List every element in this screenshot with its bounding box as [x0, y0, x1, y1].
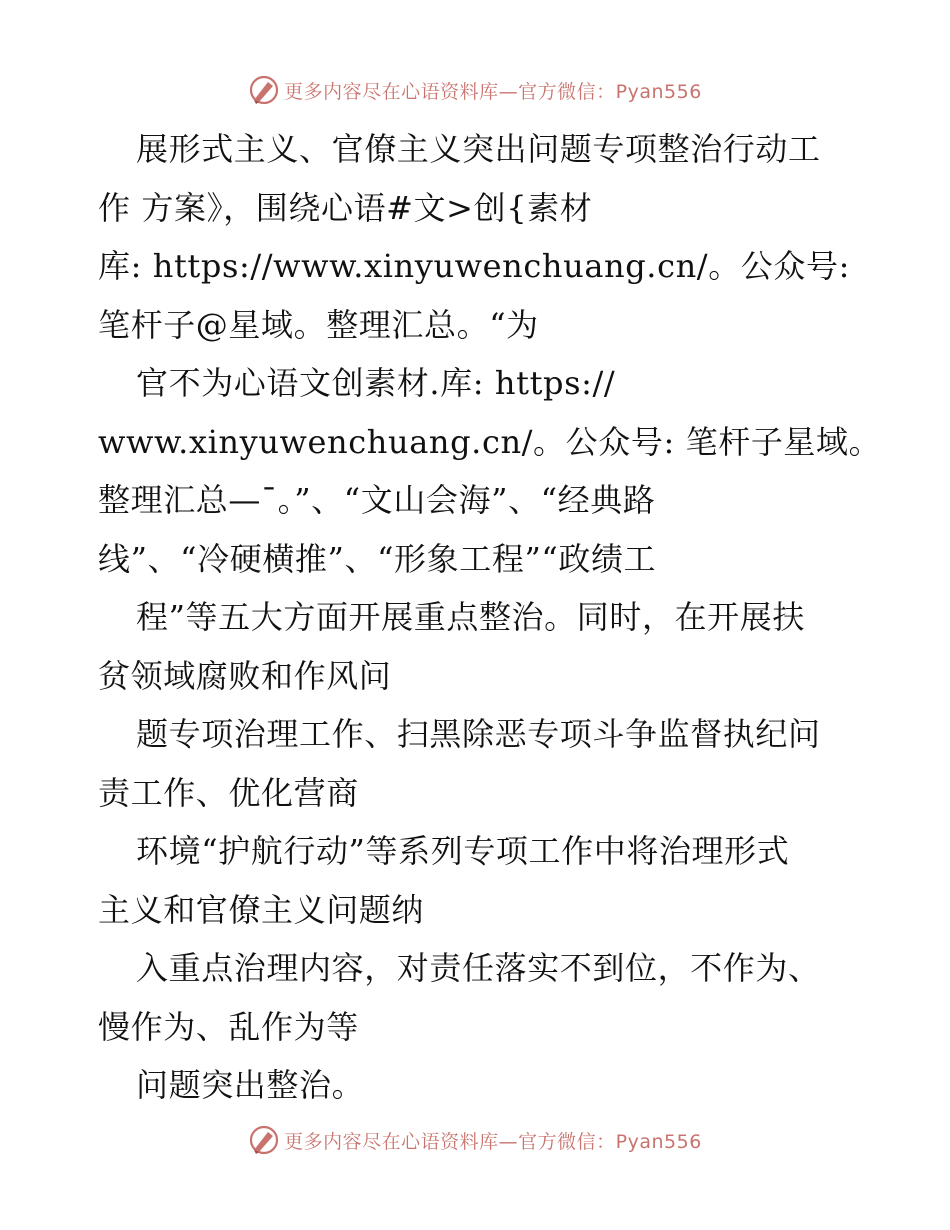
- body-line: 线”、“冷硬横推”、“形象工程”“政绩工: [98, 539, 657, 578]
- body-line: 程”等五大方面开展重点整治。同时，在开展扶: [136, 598, 805, 636]
- body-line: www.xinyuwenchuang.cn/。公众号: 笔杆子星域。: [98, 422, 882, 461]
- body-line: 笔杆子@星域。整理汇总。“为: [98, 305, 539, 344]
- footer-banner: [0, 1120, 950, 1160]
- body-line: 展形式主义、官僚主义突出问题专项整治行动工: [136, 130, 821, 168]
- pen-logo-icon: [248, 74, 280, 106]
- body-line: 慢作为、乱作为等: [98, 1007, 359, 1046]
- body-line: 官不为心语文创素材.库: https://: [136, 364, 616, 402]
- body-line: 环境“护航行动”等系列专项工作中将治理形式: [136, 832, 790, 870]
- body-line: 贫领域腐败和作风问: [98, 656, 392, 695]
- banner-text: 更多内容尽在心语资料库—官方微信：Pyan556: [284, 1130, 702, 1153]
- body-line: 作 方案》，围绕心语#文>创{素材: [98, 188, 593, 227]
- body-line: 问题突出整治。: [136, 1066, 365, 1104]
- header-banner: [0, 70, 950, 110]
- document-body: [98, 120, 882, 1115]
- pen-logo-icon: [248, 1124, 280, 1156]
- body-line: 整理汇总—¯。”、“文山会海”、“经典路: [98, 481, 656, 519]
- body-line: 主义和官僚主义问题纳: [98, 890, 425, 929]
- body-line: 库: https://www.xinyuwenchuang.cn/。公众号:: [98, 247, 850, 285]
- banner-text: 更多内容尽在心语资料库—官方微信：Pyan556: [284, 80, 702, 103]
- body-line: 入重点治理内容，对责任落实不到位，不作为、: [136, 949, 821, 987]
- body-line: 责工作、优化营商: [98, 773, 359, 812]
- body-line: 题专项治理工作、扫黑除恶专项斗争监督执纪问: [136, 715, 821, 753]
